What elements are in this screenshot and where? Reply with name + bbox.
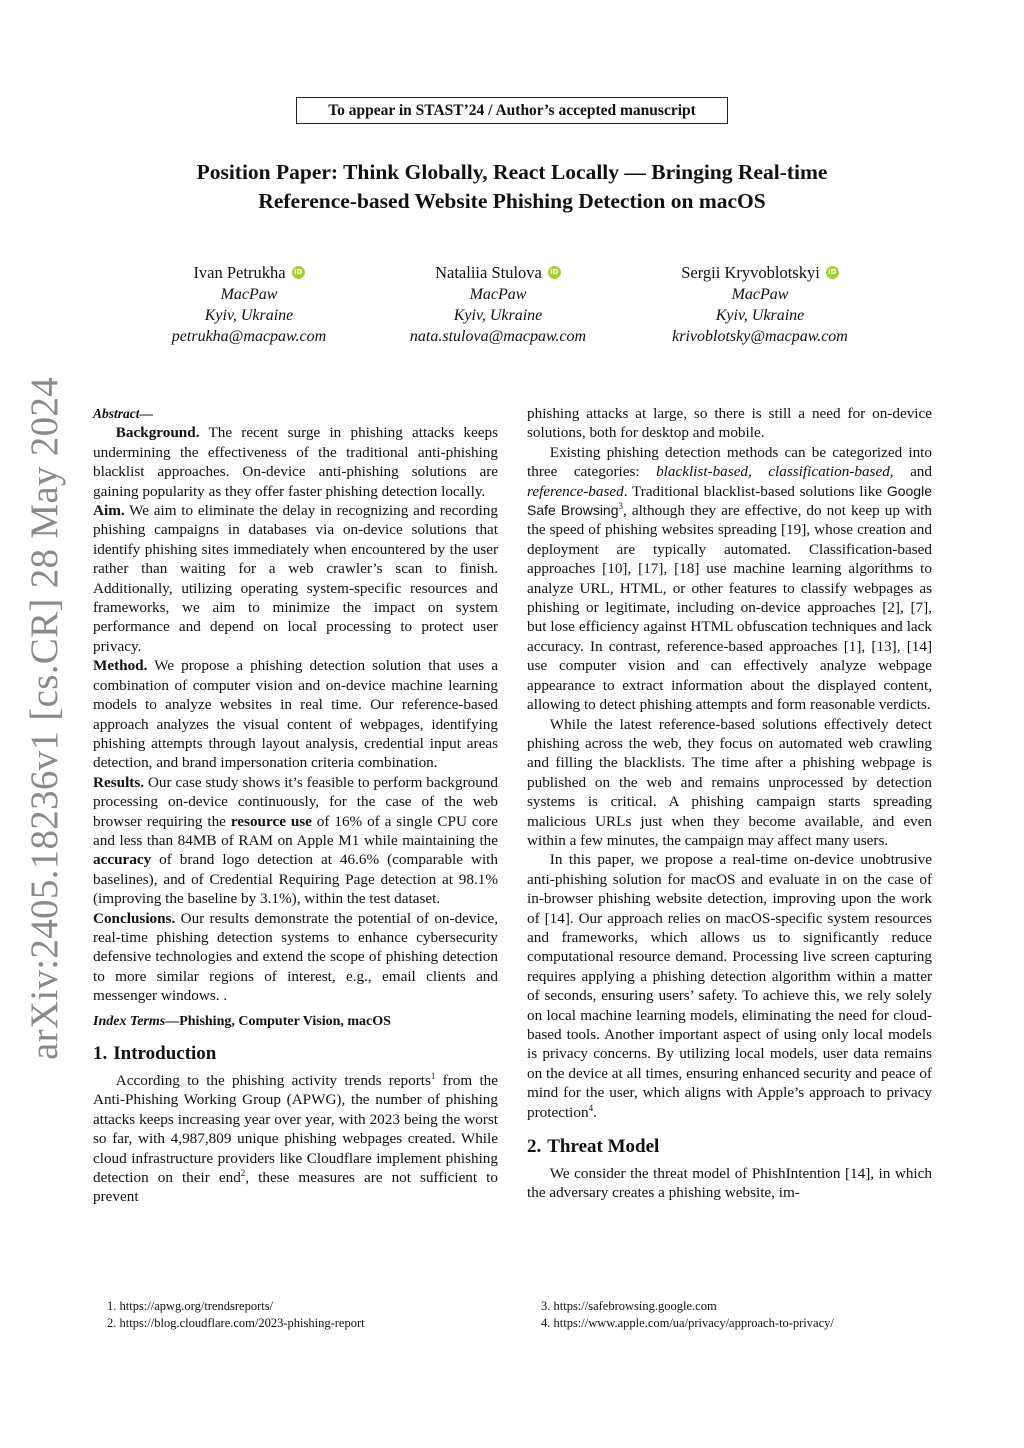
author-location: Kyiv, Ukraine — [715, 307, 805, 324]
intro-paragraph-proposal: In this paper, we propose a real-time on-device unobtrusive anti-phishing solution for macOS and evaluate in on the case of in-browser phishing website detection, improving upon the work of [14]. Our approach relies on macOS-specific system resources and frameworks, which allows us to significantly reduce computational resource demand. Processing live screen capturing requires applying a phishing detection algorithm within a matter of seconds, ensuring users’ safety. To achieve this, we rely solely on local machine learning models, eliminating the need for cloud-based tools. Another important aspect of using only local models is privacy concerns. By utilizing local models, user data remains on the device at all times, ensuring enhanced security and peace of mind for the user, which aligns with Apple’s approach to privacy protection$^4$. — [527, 851, 932, 1121]
footnote-link[interactable]: https://safebrowsing.google.com — [553, 1299, 717, 1313]
title-line-2: Reference-based Website Phishing Detection on macOS — [258, 189, 766, 213]
footnote-link[interactable]: https://www.apple.com/ua/privacy/approach-to-privacy/ — [553, 1316, 834, 1330]
intro-paragraph-latest: While the latest reference-based solutions effectively detect phishing across the web, they focus on automated web crawling and filling the blacklists. The time after a phishing webpage is published on the web and remains unprocessed by detection systems is critical. A phishing campaign starts spreading malicious URLs just when they become available, and even within a few minutes, the campaign may affect many users. — [527, 715, 932, 849]
footnote-item: 3. https://safebrowsing.google.com — [541, 1299, 717, 1313]
author-3 — [640, 262, 880, 347]
author-email: nata.stulova@macpaw.com — [409, 328, 587, 345]
venue-banner — [296, 97, 728, 124]
section-heading-threat-model: 2. Threat Model — [527, 1136, 660, 1158]
footnote-item: 1. https://apwg.org/trendsreports/ — [107, 1299, 274, 1313]
threat-model-paragraph: We consider the threat model of PhishIntention [14], in which the adversary creates a phishing website, im- — [527, 1165, 932, 1202]
orcid-icon[interactable]: iD — [548, 266, 561, 279]
paper-title — [100, 158, 924, 216]
abstract-label: Abstract— — [93, 406, 154, 421]
footnote-link[interactable]: https://blog.cloudflare.com/2023-phishing-report — [119, 1316, 365, 1330]
abstract-conclusions: Conclusions. Our results demonstrate the potential of on-device, real-time phishing detection systems to enhance cybersecurity defensive technologies and extend the scope of phishing detection to more similar regions of interest, e.g., email clients and messenger windows. . — [93, 909, 498, 1005]
arxiv-watermark: arXiv:2405.18236v1 [cs.CR] 28 May 2024 — [23, 376, 66, 1060]
orcid-icon[interactable]: iD — [292, 266, 305, 279]
author-name: Nataliia Stulova — [435, 263, 542, 282]
right-column — [527, 404, 932, 1203]
footnote-ref-2[interactable]: 2 — [240, 1167, 246, 1178]
orcid-icon[interactable]: iD — [826, 266, 839, 279]
footnote-item: 4. https://www.apple.com/ua/privacy/approach-to-privacy/ — [541, 1316, 834, 1330]
footnote-ref-3[interactable]: 3 — [618, 500, 623, 511]
left-column — [93, 404, 498, 1207]
author-email: krivoblotsky@macpaw.com — [672, 328, 848, 345]
author-email: petrukha@macpaw.com — [171, 328, 327, 345]
title-line-1: Position Paper: Think Globally, React Locally — Bringing Real-time — [196, 160, 828, 184]
footnote-link[interactable]: https://apwg.org/trendsreports/ — [119, 1299, 274, 1313]
author-2 — [378, 262, 618, 347]
footnotes-left — [107, 1298, 512, 1332]
abstract-method: Method. We propose a phishing detection solution that uses a combination of computer vision and on-device machine learning models to analyze websites in real time. Our reference-based approach analyzes the visual content of webpages, identifying phishing attempts through layout analysis, credential input areas detection, and brand impersonation criteria combination. — [93, 657, 498, 772]
venue-text: To appear in STAST’24 / Author’s accepted manuscript — [328, 101, 696, 119]
author-location: Kyiv, Ukraine — [453, 307, 543, 324]
author-affiliation: MacPaw — [731, 286, 789, 303]
intro-paragraph-methods: Existing phishing detection methods can be categorized into three categories: blacklist-based, classification-based, and reference-based. Traditional blacklist-based solutions like Google Safe Browsing$^3$, although they are effective, do not keep up with the speed of phishing websites spreading [19], whose creation and deployment are typically automated. Classification-based approaches [10], [17], [18] use machine learning algorithms to analyze URL, HTML, or other features to classify webpages as phishing or legitimate, including on-device approaches [2], [7], but lose efficiency against HTML obfuscation techniques and lack accuracy. In contrast, reference-based approaches [1], [13], [14] use computer vision and can effectively analyze webpage appearance to extract information about the displayed content, allowing to detect phishing attempts and form reasonable verdicts. — [527, 443, 932, 714]
intro-paragraph-continued: phishing attacks at large, so there is still a need for on-device solutions, both for desktop and mobile. — [527, 405, 932, 442]
footnote-ref-4[interactable]: 4 — [588, 1102, 594, 1113]
author-affiliation: MacPaw — [220, 286, 278, 303]
intro-paragraph: According to the phishing activity trends reports$^1$ from the Anti-Phishing Working Group (APWG), the number of phishing attacks keeps increasing year over year, with 2023 being the worst so far, with 4,987,809 unique phishing webpages created. While cloud infrastructure providers like Cloudflare implement phishing detection on their end$^2$, these measures are not sufficient to prevent — [93, 1070, 498, 1206]
index-terms: Index Terms—Phishing, Computer Vision, macOS — [93, 1013, 391, 1029]
abstract-background: Background. The recent surge in phishing attacks keeps undermining the effectiveness of the traditional anti-phishing blacklist approaches. On-device anti-phishing solutions are gaining popularity as they offer faster phishing detection locally. — [93, 424, 498, 500]
footnote-item: 2. https://blog.cloudflare.com/2023-phishing-report — [107, 1316, 365, 1330]
footnote-ref-1[interactable]: 1 — [430, 1070, 436, 1081]
abstract-aim: Aim. We aim to eliminate the delay in recognizing and recording phishing campaigns in databases via on-device solutions that identify phishing sites immediately when encountered by the user rather than waiting for a web crawler’s scan to finish. Additionally, utilizing operating system-specific resources and frameworks, we aim to minimize the impact on system performance and depend on local processing to protect user privacy. — [93, 502, 498, 655]
abstract-results: Results. Our case study shows it’s feasible to perform background processing on-device continuously, for the case of the web browser requiring the resource use of 16% of a single CPU core and less than 84MB of RAM on Apple M1 while maintaining the accuracy of brand logo detection at 46.6% (comparable with baselines), and of Credential Requiring Page detection at 98.1% (improving the baseline by 3.1%), within the test dataset. — [93, 773, 498, 908]
author-name: Ivan Petrukha — [193, 263, 286, 282]
author-1 — [129, 262, 369, 347]
author-location: Kyiv, Ukraine — [204, 307, 294, 324]
author-affiliation: MacPaw — [469, 286, 527, 303]
author-name: Sergii Kryvoblotskyi — [681, 263, 820, 282]
footnotes-right — [541, 1298, 946, 1332]
section-heading-introduction: 1. Introduction — [93, 1043, 217, 1064]
